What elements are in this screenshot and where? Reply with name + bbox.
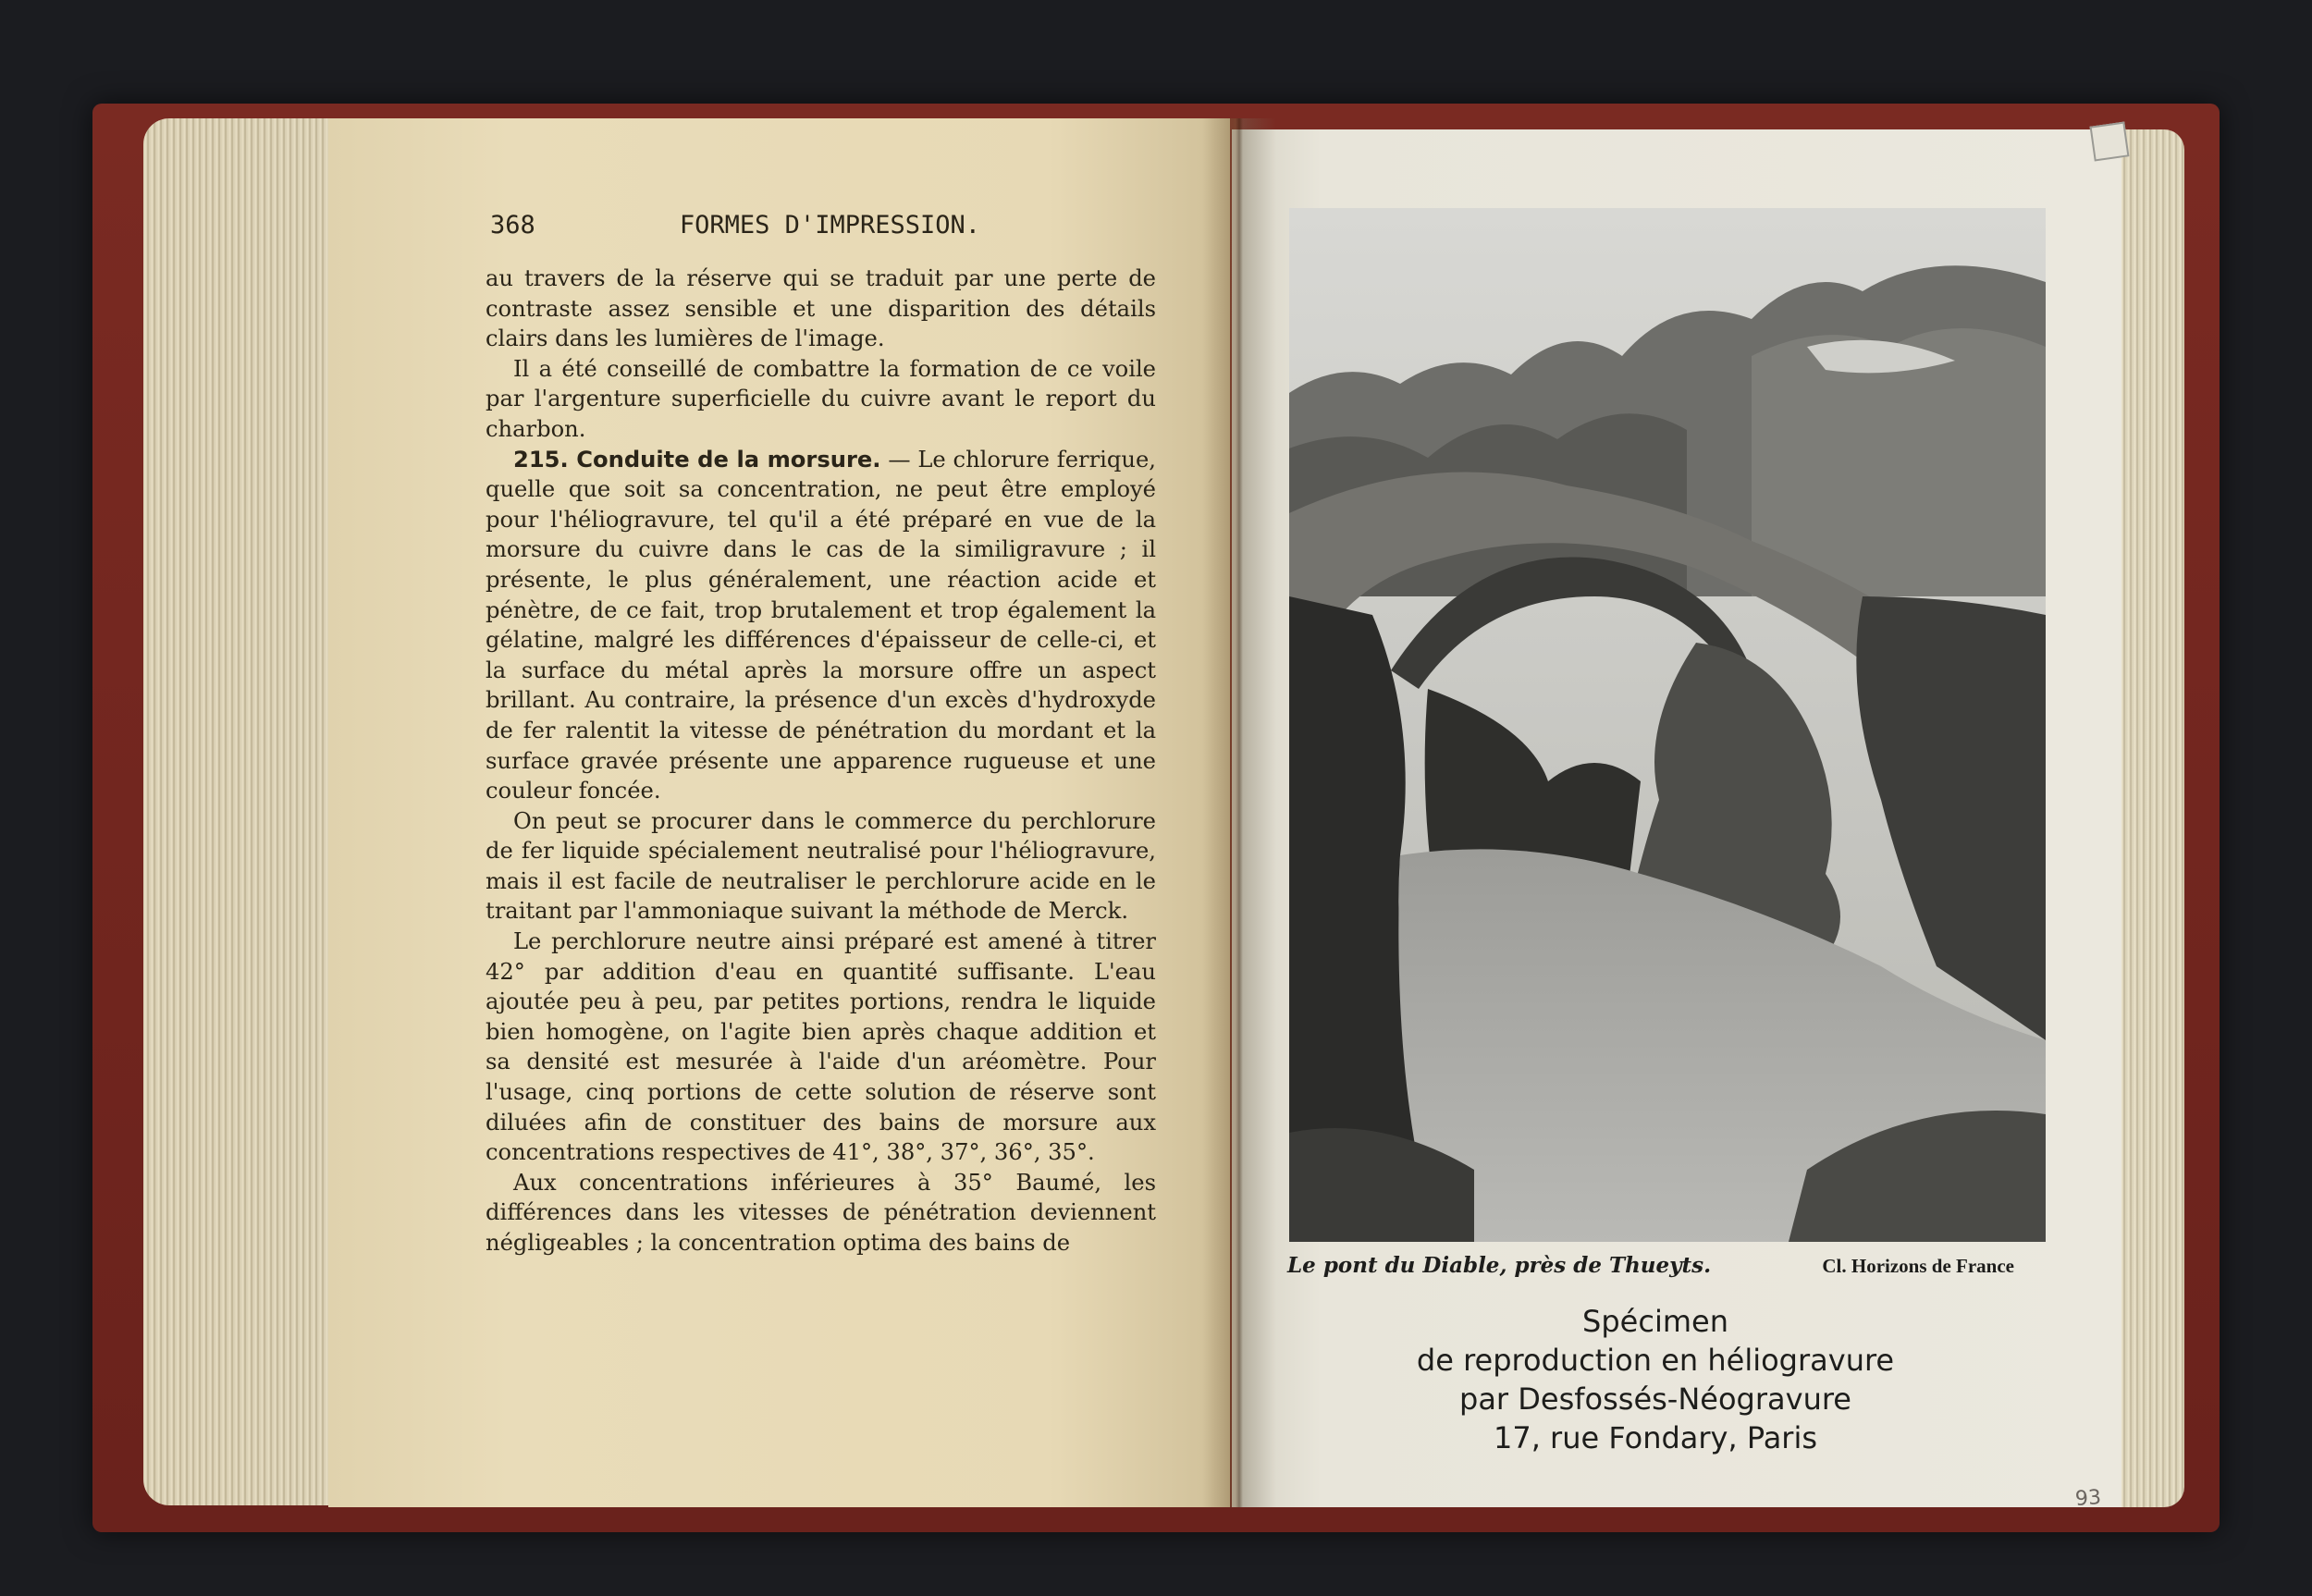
running-title: FORMES D'IMPRESSION. [679, 211, 980, 239]
page-edges-left [143, 118, 338, 1505]
photo-illustration [1289, 208, 2046, 1242]
pencil-mark: 93 [2074, 1486, 2102, 1511]
body-text [486, 264, 1156, 1258]
specimen-line: par Desfossés-Néogravure [1459, 1381, 1851, 1417]
specimen-line: 17, rue Fondary, Paris [1493, 1420, 1818, 1455]
book-gutter [1202, 118, 1276, 1507]
specimen-line: de reproduction en héliogravure [1416, 1343, 1895, 1378]
paragraph: Il a été conseillé de combattre la formation de ce voile par l'argenture superficielle du cuivre avant le report du charbon. [486, 355, 1156, 442]
photo-caption [1287, 1253, 2014, 1278]
paragraph: 215. Conduite de la morsure. — Le chlorure ferrique, quelle que soit sa concentration, ne peut être employé pour l'héliogravure, tel qu'il a été préparé en vue de la morsure du cuivre dans le cas de la similigravure ; il présente, le plus généralement, une réaction acide et pénètre, de ce fait, trop brutalement et trop également la gélatine, malgré les différences d'épaisseur de celle-ci, et la surface du métal après la morsure offre un aspect brillant. Au contraire, la présence d'un excès d'hydroxyde de fer ralentit la vitesse de pénétration du mordant et la surface gravée présente une apparence rugueuse et une couleur foncée. [486, 446, 1156, 804]
bridge-photo [1289, 208, 2046, 1242]
specimen-line: Spécimen [1582, 1304, 1728, 1339]
running-head [490, 211, 980, 239]
page-edges-right [2120, 129, 2184, 1507]
paragraph: Aux concentrations inférieures à 35° Baumé, les différences dans les vitesses de pénétration deviennent négligeables ; la concentration optima des bains de [486, 1169, 1156, 1256]
page-number: 368 [490, 211, 535, 239]
specimen-block [1378, 1302, 1933, 1457]
caption-credit: Cl. Horizons de France [1822, 1255, 2014, 1277]
paragraph: Le perchlorure neutre ainsi préparé est amené à titrer 42° par addition d'eau en quantité suffisante. L'eau ajoutée peu à peu, par petites portions, rendra le liquide bien homogène, on l'agite bien après chaque addition et sa densité est mesurée à l'aide d'un aréomètre. Pour l'usage, cinq portions de cette solution de réserve sont diluées afin de constituer des bains de morsure aux concentrations respectives de 41°, 38°, 37°, 36°, 35°. [486, 928, 1156, 1166]
paragraph: On peut se procurer dans le commerce du perchlorure de fer liquide spécialement neutralisé pour l'héliogravure, mais il est facile de neutraliser le perchlorure acide en le traitant par l'ammoniaque suivant la méthode de Merck. [486, 807, 1156, 925]
section-heading: 215. Conduite de la morsure. [513, 446, 881, 473]
paragraph: au travers de la réserve qui se traduit par une perte de contraste assez sensible et une disparition des détails clairs dans les lumières de l'image. [486, 265, 1156, 352]
corner-stamp-icon [2090, 122, 2130, 162]
caption-title: Le pont du Diable, près de Thueyts. [1287, 1253, 1712, 1278]
